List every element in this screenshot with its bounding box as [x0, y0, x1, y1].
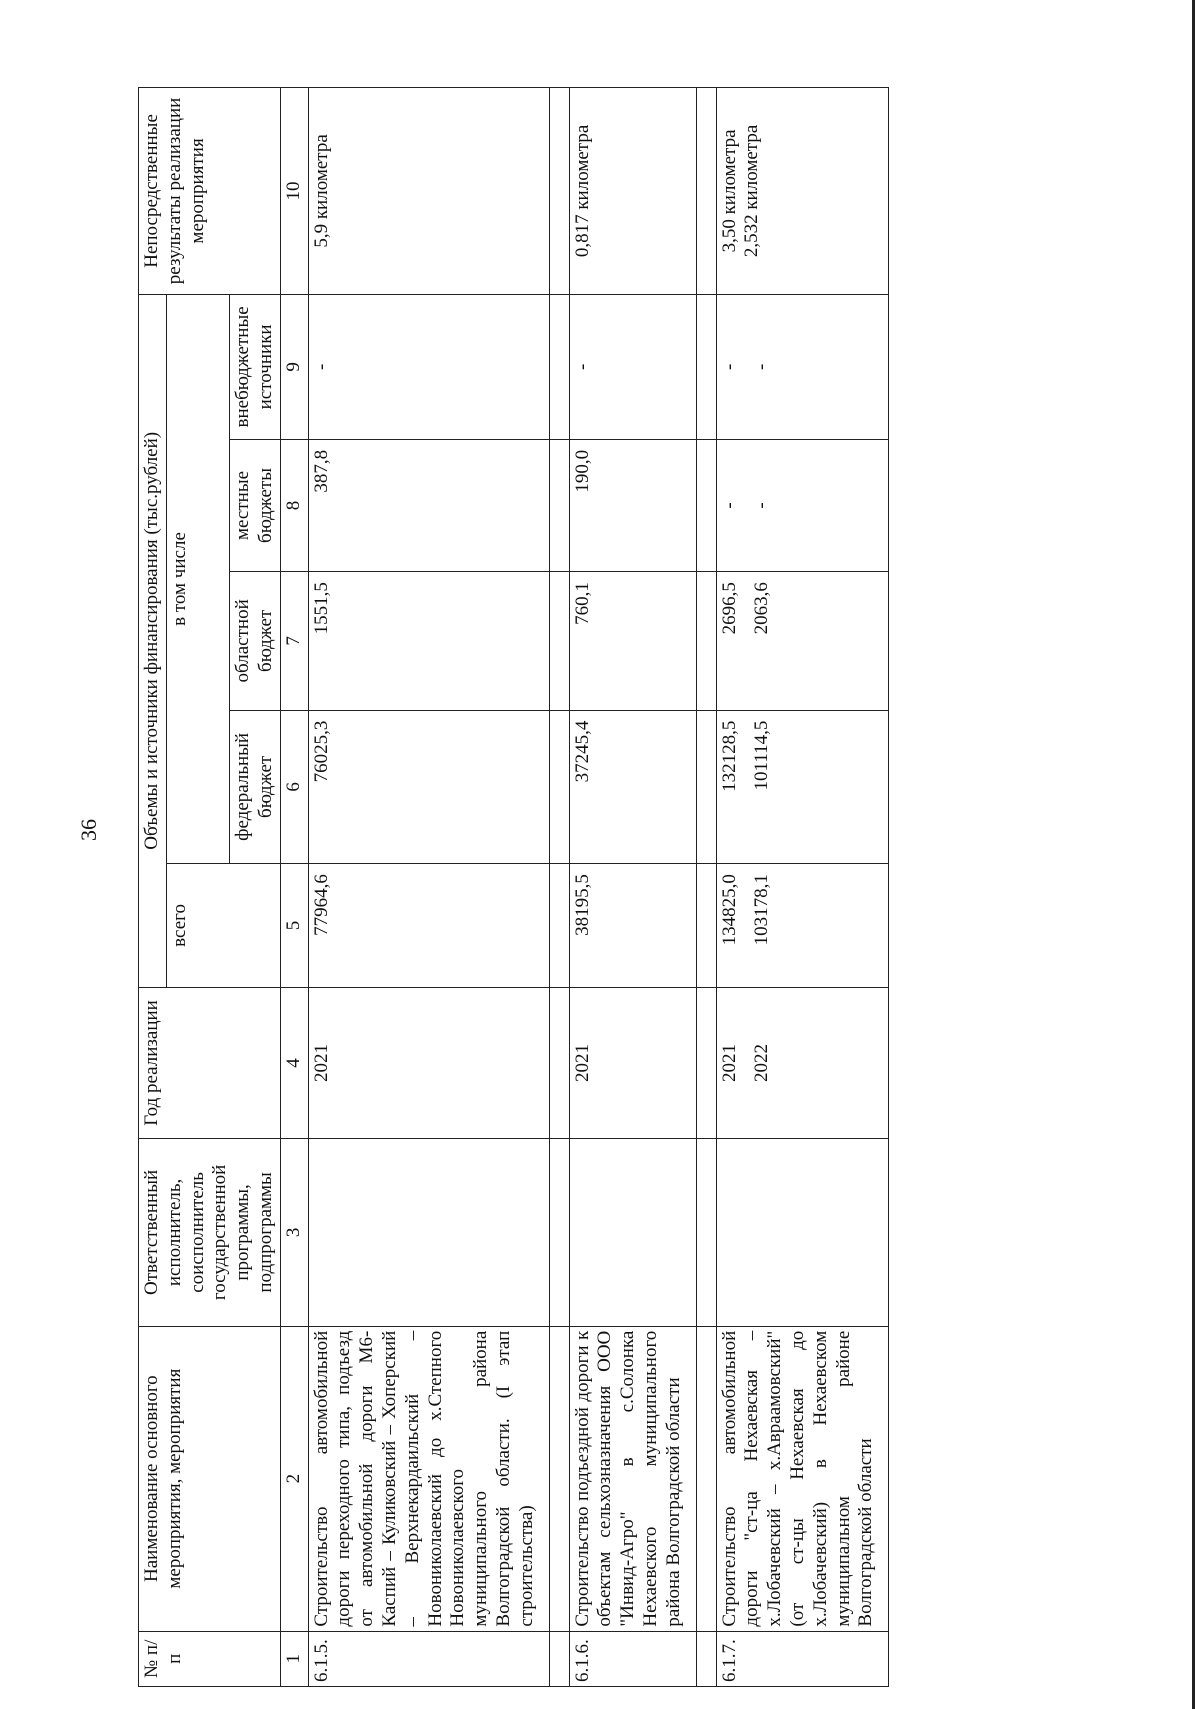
header-col-federal: федеральный бюджет [230, 710, 281, 863]
row-regional-line: 2063,6 [751, 582, 773, 635]
row-extrabudget-line: - [718, 363, 740, 371]
row-regional [716, 572, 889, 711]
row-extrabudget [716, 294, 889, 439]
table-row [308, 88, 549, 1687]
row-regional: 1551,5 [308, 572, 549, 711]
row-name-text: Строительство подъездной дороги к объектам сельхозназначения ООО "Инвид-Агро" в с.Солонка Нехаевского муниципального района Волгоградской области [571, 1330, 684, 1627]
col-number: 10 [280, 88, 308, 295]
row-year-line: 2021 [718, 1043, 740, 1082]
col-number: 5 [280, 864, 308, 988]
col-number: 2 [280, 1326, 308, 1631]
row-name [569, 1326, 696, 1631]
table-body [308, 88, 889, 1687]
row-local: 190,0 [569, 439, 696, 571]
row-spacer [549, 88, 569, 1687]
header-col-num: № п/п [139, 1631, 281, 1686]
row-extrabudget: - [308, 294, 549, 439]
col-number: 6 [280, 710, 308, 863]
row-federal-line: 132128,5 [718, 720, 740, 792]
header-col-extrabudget: внебюджетные источники [230, 294, 281, 439]
row-year-line: 2022 [751, 1043, 773, 1082]
col-number: 9 [280, 294, 308, 439]
table-row [569, 88, 696, 1687]
row-name-text: Строительство автомобильной дороги "ст-ца Нехаевская – х.Лобачевский – х.Авраамовский" (от ст-цы Нехаевская до х.Лобачевский) в Нехаевском муниципальном районе Волгоградской области [718, 1330, 877, 1627]
row-total-line: 103178,1 [751, 874, 773, 946]
row-local-line: - [751, 502, 773, 509]
header-col-local: местные бюджеты [230, 439, 281, 571]
header-col-results: Непосредственные результаты реализации мероприятия [139, 88, 281, 295]
col-number: 1 [280, 1631, 308, 1686]
row-number: 6.1.5. [308, 1631, 549, 1686]
row-name [308, 1326, 549, 1631]
row-name-text: Строительство автомобильной дороги переходного типа, подъезд от автомобильной дороги М6-Каспий – Куликовский – Хоперский – Верхнекардаильский – Новониколаевский до х.Степного Новониколаевского муниципального района Волгоградской области. (I этап строительства) [310, 1330, 537, 1627]
document-body [138, 87, 889, 1687]
row-local-line: - [718, 502, 740, 509]
header-col-total: всего [166, 864, 280, 988]
row-federal: 37245,4 [569, 710, 696, 863]
row-local: 387,8 [308, 439, 549, 571]
row-total-line: 134825,0 [718, 874, 740, 946]
row-number: 6.1.6. [569, 1631, 696, 1686]
header-col-executor: Ответственный исполнитель, соисполнитель государственной программы, подпрограммы [139, 1139, 281, 1327]
col-number: 3 [280, 1139, 308, 1327]
row-federal [716, 710, 889, 863]
row-number: 6.1.7. [716, 1631, 889, 1686]
row-local [716, 439, 889, 571]
row-result-line: 3,50 километра [718, 129, 740, 253]
funding-table [138, 87, 889, 1687]
row-year: 2021 [569, 987, 696, 1138]
scan-edge-line [1192, 0, 1195, 1709]
table-header [139, 88, 309, 1687]
header-including: в том числе [166, 294, 229, 863]
row-result: 5,9 километра [308, 88, 549, 295]
row-executor [569, 1139, 696, 1327]
header-funding-group: Объемы и источники финансирования (тыс.рублей) [139, 294, 167, 987]
row-regional-line: 2696,5 [718, 582, 740, 635]
header-col-name: Наименование основного мероприятия, мероприятия [139, 1326, 281, 1631]
row-name [716, 1326, 889, 1631]
row-total [716, 864, 889, 988]
row-spacer [696, 88, 716, 1687]
row-executor [716, 1139, 889, 1327]
row-result: 0,817 километра [569, 88, 696, 295]
col-number: 8 [280, 439, 308, 571]
header-col-year: Год реализации [139, 987, 281, 1138]
row-total: 77964,6 [308, 864, 549, 988]
row-extrabudget: - [569, 294, 696, 439]
row-year: 2021 [308, 987, 549, 1138]
header-col-regional: областной бюджет [230, 572, 281, 711]
row-result [716, 88, 889, 295]
row-total: 38195,5 [569, 864, 696, 988]
table-row [716, 88, 889, 1687]
row-year [716, 987, 889, 1138]
page-number: 36 [76, 819, 101, 841]
col-number: 7 [280, 572, 308, 711]
row-federal: 76025,3 [308, 710, 549, 863]
row-result-line: 2,532 километра [741, 124, 763, 258]
row-executor [308, 1139, 549, 1327]
column-numbers-row [280, 88, 308, 1687]
row-extrabudget-line: - [751, 363, 773, 371]
row-regional: 760,1 [569, 572, 696, 711]
row-federal-line: 101114,5 [751, 720, 773, 791]
col-number: 4 [280, 987, 308, 1138]
